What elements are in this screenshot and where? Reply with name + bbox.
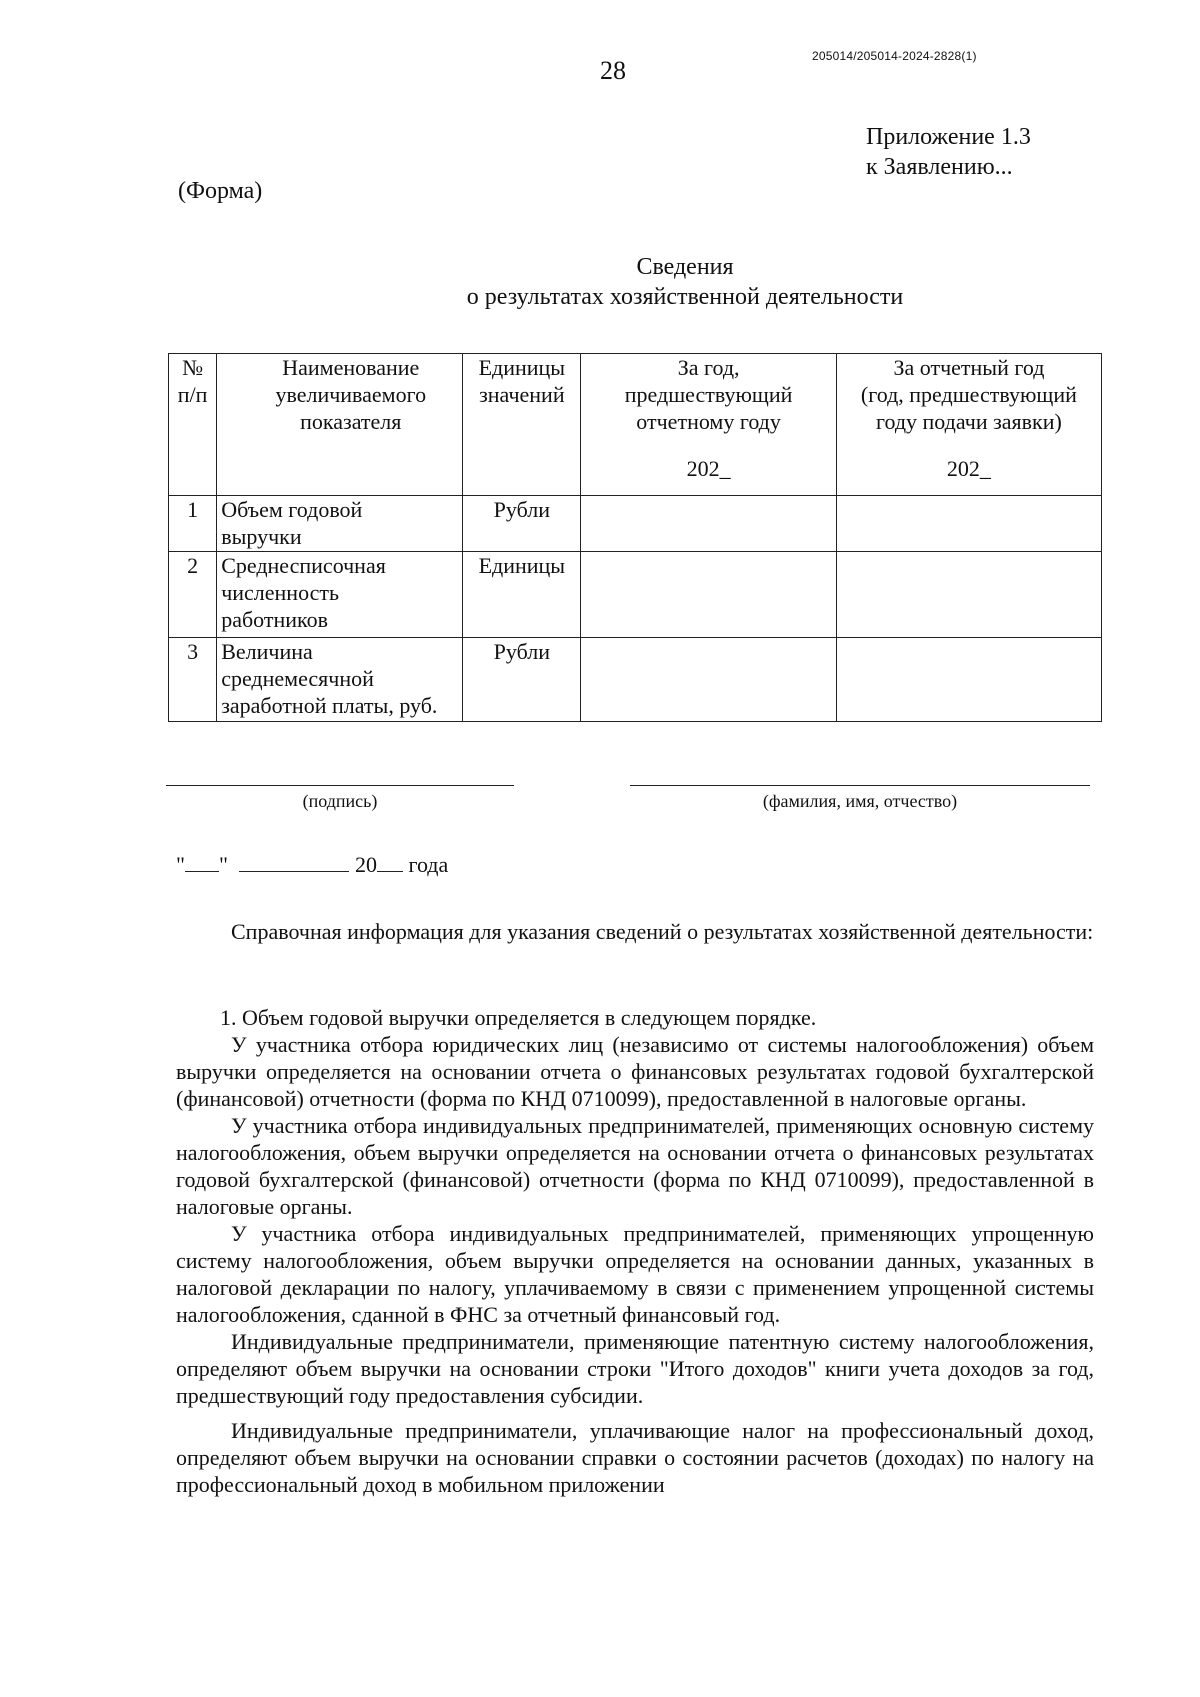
document-title <box>0 252 1200 312</box>
appendix-reference <box>866 122 1031 182</box>
header-number-line: № <box>182 355 204 380</box>
header-reporting-year <box>836 354 1101 496</box>
year-blank[interactable] <box>377 853 403 872</box>
header-name-line: увеличиваемого <box>275 382 427 407</box>
header-prev-line: предшествующий <box>624 382 793 407</box>
signature-line[interactable] <box>166 785 514 786</box>
appendix-line-1: Приложение 1.3 <box>866 124 1031 150</box>
full-name-line[interactable] <box>630 785 1090 786</box>
title-line-2: о результатах хозяйственной деятельности <box>466 284 904 310</box>
header-name-line: показателя <box>300 409 402 434</box>
table-row <box>169 638 1102 722</box>
header-name-line: Наименование <box>282 355 420 380</box>
header-previous-year <box>581 354 837 496</box>
header-number-line: п/п <box>177 382 208 407</box>
row-number: 2 <box>169 552 217 638</box>
day-blank[interactable] <box>185 853 219 872</box>
row-indicator-name <box>217 496 463 552</box>
header-curr-line: За отчетный год <box>893 355 1045 380</box>
row-reporting-year-value[interactable] <box>836 496 1101 552</box>
row-number: 3 <box>169 638 217 722</box>
date-close-quote: " <box>218 852 228 877</box>
header-number <box>169 354 217 496</box>
row-indicator-name <box>217 552 463 638</box>
row-name-line: Объем годовой <box>221 497 363 522</box>
row-number: 1 <box>169 496 217 552</box>
row-name-line: численность <box>221 580 340 605</box>
page-number: 28 <box>600 56 626 85</box>
row-reporting-year-value[interactable] <box>836 552 1101 638</box>
header-prev-year-value: 202_ <box>686 456 731 481</box>
header-prev-line: отчетному году <box>636 409 781 434</box>
paragraph: Индивидуальные предприниматели, уплачивающие налог на профессиональный доход, определяют объем выручки на основании справки о состоянии расчетов (доходах) по налогу на профессиональный доход в мобильном приложении <box>176 1418 1094 1497</box>
row-name-line: выручки <box>221 524 302 549</box>
full-name-caption: (фамилия, имя, отчество) <box>762 791 958 811</box>
header-unit-line: значений <box>479 382 565 407</box>
header-curr-line: году подачи заявки) <box>876 409 1062 434</box>
table-row <box>169 552 1102 638</box>
row-name-line: заработной платы, руб. <box>221 693 438 718</box>
row-unit: Рубли <box>463 638 581 722</box>
indicators-table <box>168 353 1102 722</box>
header-units <box>463 354 581 496</box>
table-row <box>169 496 1102 552</box>
year-prefix: 20 <box>354 852 377 877</box>
row-unit: Единицы <box>463 552 581 638</box>
table-header-row <box>169 354 1102 496</box>
signature-caption: (подпись) <box>302 791 378 811</box>
header-indicator-name <box>217 354 463 496</box>
header-prev-line: За год, <box>677 355 740 380</box>
row-name-line: Величина <box>221 639 313 664</box>
row-name-line: Среднесписочная <box>221 553 386 578</box>
list-item: 1. Объем годовой выручки определяется в следующем порядке. <box>220 1005 817 1030</box>
title-line-1: Сведения <box>636 254 734 280</box>
paragraph: У участника отбора индивидуальных предпринимателей, применяющих упрощенную систему налогообложения, объем выручки определяется на основании данных, указанных в налоговой декларации по налогу, уплачиваемому в связи с применением упрощенной системы налогообложения, сданной в ФНС за отчетный финансовый год. <box>176 1221 1094 1327</box>
paragraph: У участника отбора юридических лиц (независимо от системы налогообложения) объем выручки определяется на основании отчета о финансовых результатах годовой бухгалтерской (финансовой) отчетности (форма по КНД 0710099), предоставленной в налоговые органы. <box>176 1032 1094 1111</box>
header-unit-line: Единицы <box>478 355 566 380</box>
form-label: (Форма) <box>178 178 263 204</box>
paragraph: У участника отбора индивидуальных предпринимателей, применяющих основную систему налогообложения, объем выручки определяется на основании отчета о финансовых результатах годовой бухгалтерской (финансовой) отчетности (форма по КНД 0710099), предоставленной в налоговые органы. <box>176 1113 1094 1219</box>
appendix-line-2: к Заявлению... <box>866 154 1013 180</box>
paragraph: Индивидуальные предприниматели, применяющие патентную систему налогообложения, определяют объем выручки на основании строки "Итого доходов" книги учета доходов за год, предшествующий году предоставления субсидии. <box>176 1329 1094 1408</box>
row-name-line: работников <box>221 607 328 632</box>
row-previous-year-value[interactable] <box>581 496 837 552</box>
reference-body <box>176 1004 1094 1498</box>
row-previous-year-value[interactable] <box>581 552 837 638</box>
date-line <box>176 852 448 878</box>
header-curr-year-value: 202_ <box>946 456 991 481</box>
row-indicator-name <box>217 638 463 722</box>
month-blank[interactable] <box>239 853 349 872</box>
row-previous-year-value[interactable] <box>581 638 837 722</box>
date-open-quote: " <box>176 852 185 877</box>
year-suffix: года <box>402 852 449 877</box>
row-unit: Рубли <box>463 496 581 552</box>
row-name-line: среднемесячной <box>221 666 374 691</box>
row-reporting-year-value[interactable] <box>836 638 1101 722</box>
reference-intro: Справочная информация для указания сведений о результатах хозяйственной деятельности: <box>231 919 1094 944</box>
header-curr-line: (год, предшествующий <box>860 382 1077 407</box>
document-id: 205014/205014-2024-2828(1) <box>812 49 977 63</box>
